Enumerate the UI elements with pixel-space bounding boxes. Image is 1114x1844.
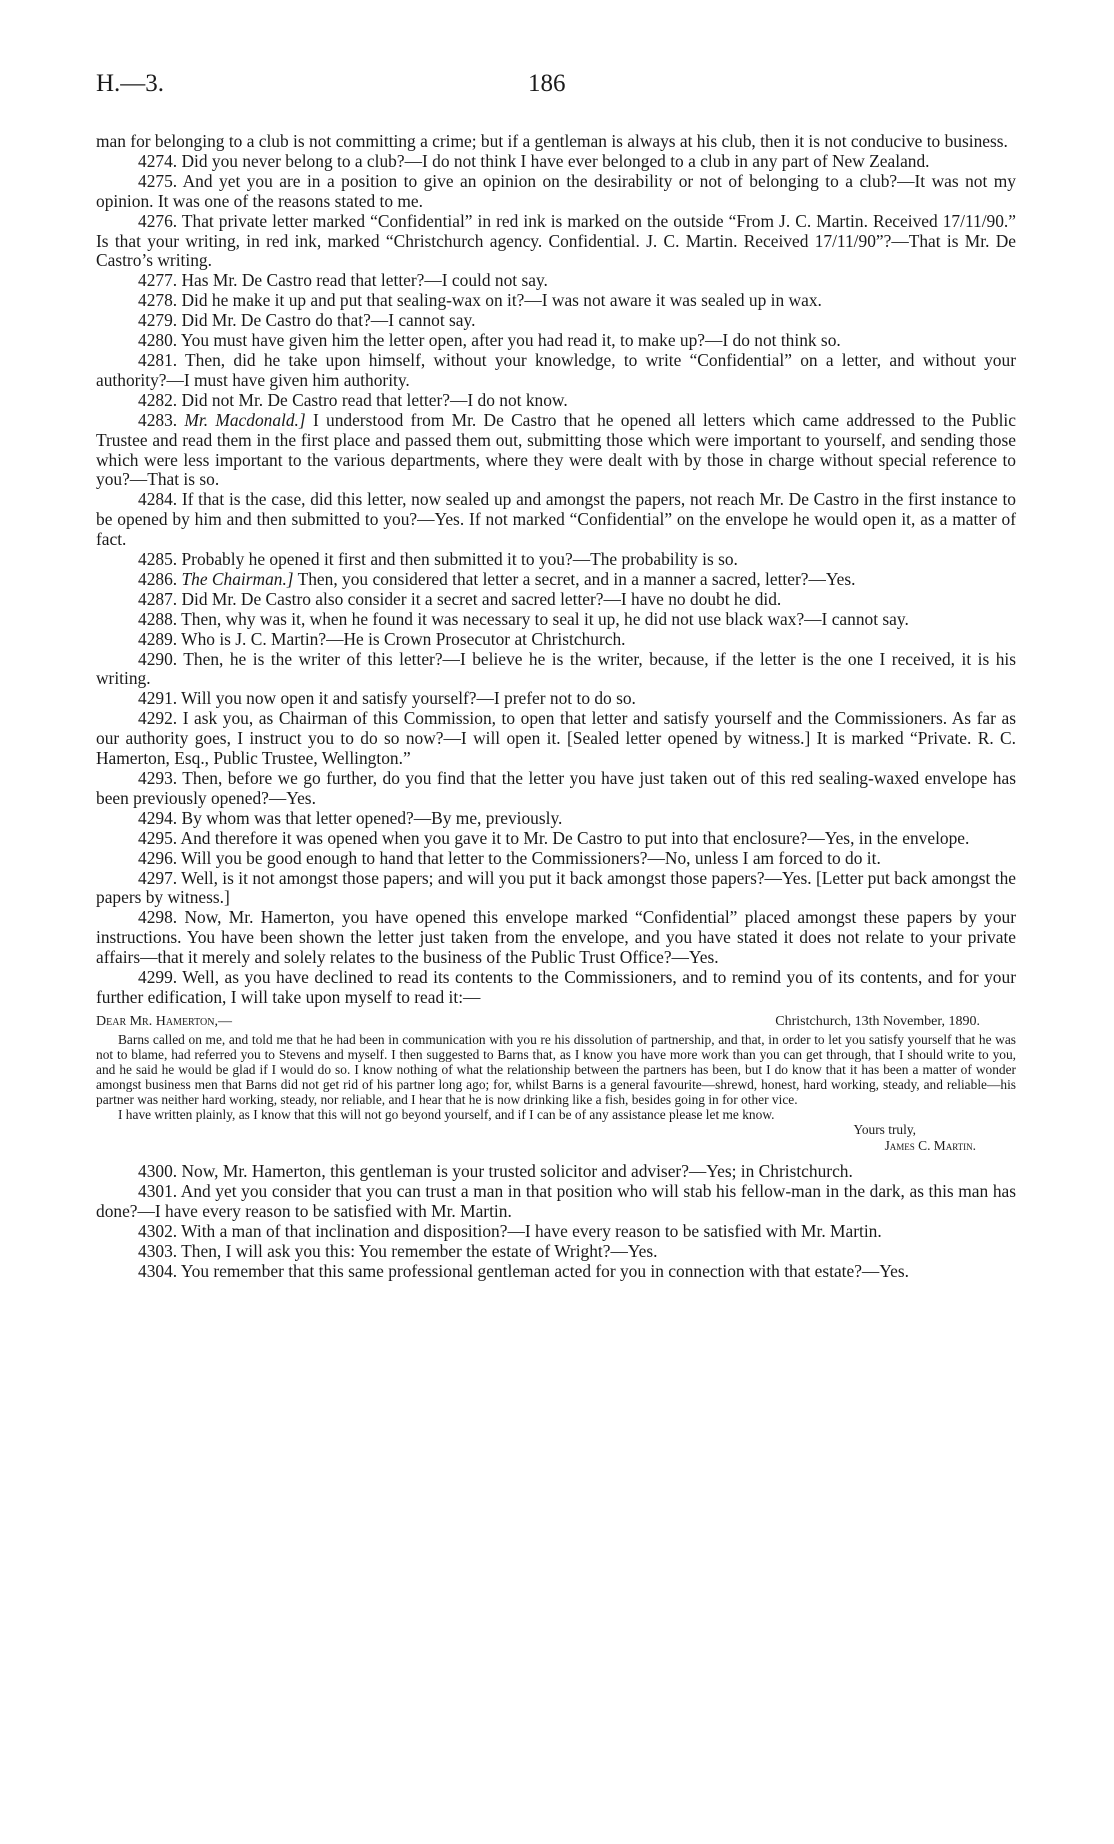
testimony-paragraph: 4278. Did he make it up and put that sealing-wax on it?—I was not aware it was sealed up in wax. [138, 290, 822, 311]
testimony-paragraph: 4291. Will you now open it and satisfy yourself?—I prefer not to do so. [138, 688, 636, 709]
testimony-paragraph: 4301. And yet you consider that you can trust a man in that position who will stab his fellow-man in the dark, as this man has done?—I have every reason to be satisfied with Mr. Martin. [96, 1181, 1016, 1222]
letter-paragraph: I have written plainly, as I know that this will not go beyond yourself, and if I can be of any assistance please let me know. [118, 1107, 775, 1123]
testimony-paragraph: 4295. And therefore it was opened when you gave it to Mr. De Castro to put into that enclosure?—Yes, in the envelope. [138, 827, 970, 848]
testimony-paragraph: 4280. You must have given him the letter open, after you had read it, to make up?—I do not think so. [138, 330, 841, 351]
speaker-name: The Chairman.] [181, 568, 294, 589]
testimony-paragraph: 4297. Well, is it not amongst those papers; and will you put it back amongst those papers?—Yes. [Letter put back amongst the papers by witness.] [96, 867, 1016, 908]
testimony-paragraph: 4287. Did Mr. De Castro also consider it a secret and sacred letter?—I have no doubt he did. [138, 588, 782, 609]
testimony-paragraph: 4293. Then, before we go further, do you find that the letter you have just taken out of this red sealing-waxed envelope has been previously opened?—Yes. [96, 768, 1016, 808]
testimony-paragraph: 4303. Then, I will ask you this: You remember the estate of Wright?—Yes. [138, 1241, 658, 1262]
page-header [96, 70, 1016, 110]
testimony-paragraph: 4279. Did Mr. De Castro do that?—I cannot say. [138, 310, 476, 331]
testimony-paragraph: 4276. That private letter marked “Confidential” in red ink is marked on the outside “From J. C. Martin. Received 17/11/90.” Is that your writing, in red ink, marked “Christchurch agency. Confidential. J. C. Martin. Received 17/11/90”?—That is Mr. De Castro’s writing. [96, 210, 1016, 271]
testimony-paragraph [96, 411, 1016, 491]
letter-closing: Yours truly, [853, 1122, 916, 1138]
speaker-name: Mr. Macdonald.] [184, 409, 306, 430]
question-number: 4283. [138, 409, 185, 430]
letter-signature: James C. Martin. [884, 1138, 976, 1154]
testimony-paragraph: 4274. Did you never belong to a club?—I do not think I have ever belonged to a club in any part of New Zealand. [138, 150, 930, 171]
testimony-paragraph: 4292. I ask you, as Chairman of this Commission, to open that letter and satisfy yourself and the Commissioners. As far as our authority goes, I instruct you to do so now?—I will open it. [Sealed letter opened by witness.] It is marked “Private. R. C. Hamerton, Esq., Public Trustee, Wellington.” [96, 708, 1016, 769]
paragraph-text: I understood from Mr. De Castro that he opened all letters which came addressed to the Public Trustee and read them in the first place and passed them out, submitting those which were important to yourself, and sending those which were less important to the various departments, where they were dealt with by those in charge without special reference to you?—That is so. [96, 409, 1016, 490]
testimony-paragraph: 4281. Then, did he take upon himself, without your knowledge, to write “Confidential” on a letter, and without your authority?—I must have given him authority. [96, 349, 1016, 390]
testimony-paragraph: 4275. And yet you are in a position to give an opinion on the desirability or not of belonging to a club?—It was not my opinion. It was one of the reasons stated to me. [96, 170, 1016, 211]
testimony-paragraph: 4299. Well, as you have declined to read its contents to the Commissioners, and to remind you of its contents, and for your further edification, I will take upon myself to read it:— [96, 967, 1016, 1007]
letter-dateline: Christchurch, 13th November, 1890. [775, 1013, 980, 1029]
page-number: 186 [528, 70, 566, 97]
testimony-paragraph: 4300. Now, Mr. Hamerton, this gentleman is your trusted solicitor and adviser?—Yes; in Christchurch. [138, 1161, 853, 1182]
letter-salutation: Dear Mr. Hamerton,— [96, 1013, 233, 1029]
question-number: 4286. [138, 568, 182, 589]
paragraph-text: Then, you considered that letter a secret, and in a manner a sacred, letter?—Yes. [293, 568, 856, 589]
testimony-paragraph [96, 570, 1016, 590]
testimony-paragraph: 4296. Will you be good enough to hand that letter to the Commissioners?—No, unless I am forced to do it. [138, 847, 881, 868]
testimony-paragraph: 4290. Then, he is the writer of this letter?—I believe he is the writer, because, if the letter is the one I received, it is his writing. [96, 648, 1016, 689]
testimony-paragraph: 4288. Then, why was it, when he found it was necessary to seal it up, he did not use black wax?—I cannot say. [138, 608, 909, 629]
testimony-paragraph: 4282. Did not Mr. De Castro read that letter?—I do not know. [138, 389, 568, 410]
quoted-letter [96, 1032, 1016, 1123]
testimony-paragraph: 4302. With a man of that inclination and disposition?—I have every reason to be satisfied with Mr. Martin. [138, 1221, 882, 1242]
testimony-paragraph: 4298. Now, Mr. Hamerton, you have opened this envelope marked “Confidential” placed amongst these papers by your instructions. You have been shown the letter just taken from the envelope, and you have stated it does not relate to your private affairs—that it merely and solely relates to the business of the Public Trust Office?—Yes. [96, 907, 1016, 968]
testimony-after-letter [96, 1162, 1016, 1281]
testimony-paragraph: 4285. Probably he opened it first and then submitted it to you?—The probability is so. [138, 549, 738, 570]
document-body [96, 132, 1016, 1282]
document-reference: H.—3. [96, 70, 165, 97]
testimony-paragraph: man for belonging to a club is not committing a crime; but if a gentleman is always at his club, then it is not conducive to business. [96, 131, 1008, 151]
testimony-paragraph: 4304. You remember that this same professional gentleman acted for you in connection with that estate?—Yes. [138, 1260, 909, 1281]
testimony-before-letter [96, 132, 1016, 1008]
letter-paragraph: Barns called on me, and told me that he had been in communication with you re his dissolution of partnership, and that, in order to let you satisfy yourself that he was not to blame, had referred you to Stevens and myself. I then suggested to Barns that, as I know you have more work than you can get through, that I should write to you, and he said he would be glad if I would do so. I know nothing of what the relationship between the partners has been, but I do know that it has been a matter of wonder amongst business men that Barns did not get rid of his partner long ago; for, whilst Barns is a general favourite—shrewd, honest, hard working, steady, and reliable—his partner was neither hard working, steady, nor reliable, and I hear that he is now drinking like a fish, besides going in for other vice. [96, 1031, 1016, 1108]
testimony-paragraph: 4284. If that is the case, did this letter, now sealed up and amongst the papers, not reach Mr. De Castro in the first instance to be opened by him and then submitted to you?—Yes. If not marked “Confidential” on the envelope he would open it, as a matter of fact. [96, 489, 1016, 550]
letter-heading [96, 1012, 1016, 1032]
testimony-paragraph: 4277. Has Mr. De Castro read that letter?—I could not say. [138, 270, 548, 291]
testimony-paragraph: 4294. By whom was that letter opened?—By me, previously. [138, 807, 563, 828]
testimony-paragraph: 4289. Who is J. C. Martin?—He is Crown Prosecutor at Christchurch. [138, 628, 626, 649]
